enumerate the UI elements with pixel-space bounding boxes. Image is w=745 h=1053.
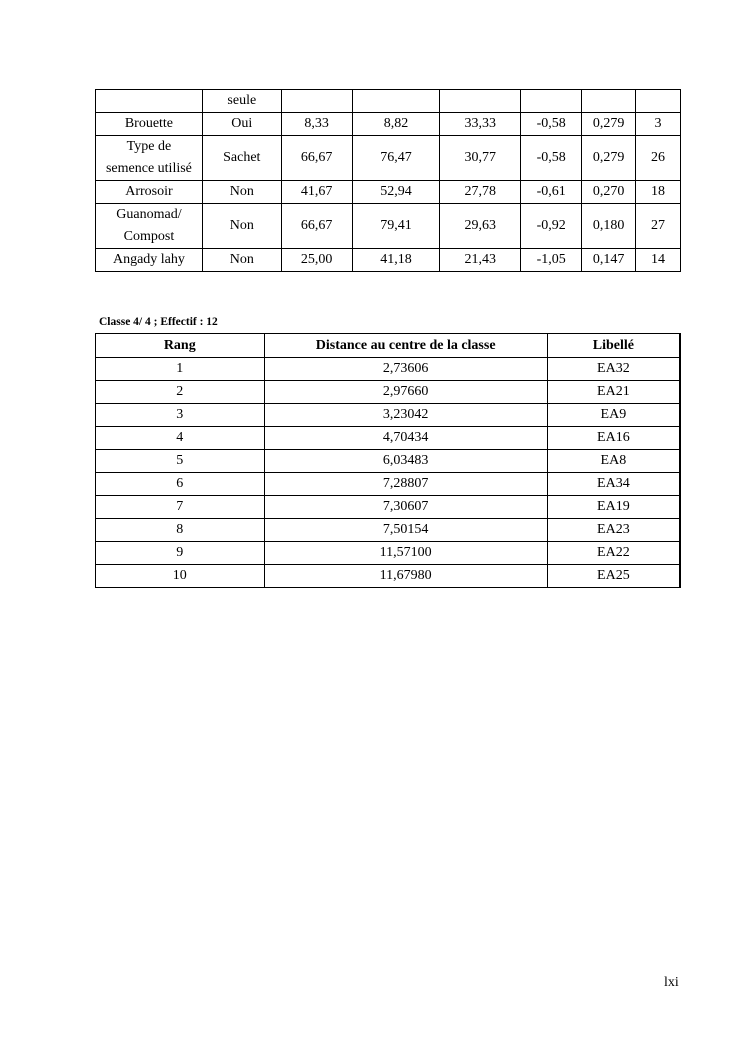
table-row — [96, 519, 681, 542]
variable-label-line: semence utilisé — [105, 161, 192, 176]
value-cell: 14 — [636, 249, 681, 272]
modality-cell: Non — [202, 249, 281, 272]
table-row — [96, 358, 681, 381]
variable-label-line: Compost — [123, 229, 175, 244]
rang-cell: 5 — [96, 450, 265, 473]
value-cell: 26 — [636, 136, 681, 181]
table-row — [96, 473, 681, 496]
distance-cell: 11,67980 — [264, 565, 547, 588]
page-number: lxi — [664, 975, 679, 990]
distance-cell: 4,70434 — [264, 427, 547, 450]
modality-cell: Sachet — [202, 136, 281, 181]
table-row — [96, 204, 681, 249]
value-cell: 52,94 — [352, 181, 440, 204]
rang-cell: 8 — [96, 519, 265, 542]
libelle-cell: EA9 — [547, 404, 680, 427]
modality-cell: Non — [202, 181, 281, 204]
table-row — [96, 136, 681, 181]
header-distance: Distance au centre de la classe — [264, 334, 547, 358]
rang-cell: 4 — [96, 427, 265, 450]
value-cell: 76,47 — [352, 136, 440, 181]
table-row — [96, 450, 681, 473]
libelle-cell: EA16 — [547, 427, 680, 450]
distance-cell: 2,73606 — [264, 358, 547, 381]
libelle-cell: EA19 — [547, 496, 680, 519]
value-cell: 27,78 — [440, 181, 521, 204]
value-cell: 30,77 — [440, 136, 521, 181]
libelle-cell: EA22 — [547, 542, 680, 565]
value-cell: 8,82 — [352, 113, 440, 136]
variable-label: Arrosoir — [96, 181, 203, 204]
value-cell: 25,00 — [281, 249, 352, 272]
value-cell — [636, 90, 681, 113]
value-cell: 0,270 — [582, 181, 636, 204]
value-cell: 21,43 — [440, 249, 521, 272]
rang-cell: 1 — [96, 358, 265, 381]
value-cell: -0,92 — [521, 204, 582, 249]
value-cell: -0,58 — [521, 113, 582, 136]
variable-label-line: Guanomad/ — [116, 207, 182, 222]
value-cell: 41,18 — [352, 249, 440, 272]
value-cell: 0,147 — [582, 249, 636, 272]
distance-cell: 3,23042 — [264, 404, 547, 427]
value-cell: 8,33 — [281, 113, 352, 136]
distance-cell: 6,03483 — [264, 450, 547, 473]
distance-cell: 7,30607 — [264, 496, 547, 519]
value-cell: 66,67 — [281, 204, 352, 249]
table-row — [96, 404, 681, 427]
distance-cell: 11,57100 — [264, 542, 547, 565]
value-cell — [582, 90, 636, 113]
value-cell: 0,279 — [582, 113, 636, 136]
libelle-cell: EA8 — [547, 450, 680, 473]
table-row — [96, 565, 681, 588]
distance-cell: 2,97660 — [264, 381, 547, 404]
variable-label — [96, 136, 203, 181]
value-cell: 0,180 — [582, 204, 636, 249]
variable-label: Angady lahy — [96, 249, 203, 272]
value-cell: -0,61 — [521, 181, 582, 204]
distance-cell: 7,50154 — [264, 519, 547, 542]
value-cell: 27 — [636, 204, 681, 249]
header-libelle: Libellé — [547, 334, 680, 358]
variable-label: Brouette — [96, 113, 203, 136]
value-cell: 18 — [636, 181, 681, 204]
value-cell — [352, 90, 440, 113]
value-cell: -1,05 — [521, 249, 582, 272]
table-row — [96, 181, 681, 204]
class-caption: Classe 4/ 4 ; Effectif : 12 — [99, 316, 218, 328]
variable-label — [96, 90, 203, 113]
value-cell: 79,41 — [352, 204, 440, 249]
value-cell: 41,67 — [281, 181, 352, 204]
value-cell: -0,58 — [521, 136, 582, 181]
table-row — [96, 90, 681, 113]
value-cell: 3 — [636, 113, 681, 136]
variable-label — [96, 204, 203, 249]
modality-cell: Oui — [202, 113, 281, 136]
value-cell — [521, 90, 582, 113]
rang-cell: 9 — [96, 542, 265, 565]
value-cell: 66,67 — [281, 136, 352, 181]
table-row — [96, 249, 681, 272]
header-rang: Rang — [96, 334, 265, 358]
rang-cell: 2 — [96, 381, 265, 404]
value-cell: 33,33 — [440, 113, 521, 136]
value-cell — [281, 90, 352, 113]
rang-cell: 10 — [96, 565, 265, 588]
modality-cell: Non — [202, 204, 281, 249]
value-cell: 29,63 — [440, 204, 521, 249]
class-table — [95, 333, 681, 588]
table-row — [96, 496, 681, 519]
modality-cell: seule — [202, 90, 281, 113]
value-cell — [440, 90, 521, 113]
variable-table — [95, 89, 681, 272]
table-row — [96, 381, 681, 404]
libelle-cell: EA34 — [547, 473, 680, 496]
libelle-cell: EA25 — [547, 565, 680, 588]
table-row — [96, 113, 681, 136]
libelle-cell: EA23 — [547, 519, 680, 542]
value-cell: 0,279 — [582, 136, 636, 181]
rang-cell: 6 — [96, 473, 265, 496]
table-row — [96, 542, 681, 565]
distance-cell: 7,28807 — [264, 473, 547, 496]
libelle-cell: EA21 — [547, 381, 680, 404]
variable-label-line: Type de — [126, 139, 172, 154]
libelle-cell: EA32 — [547, 358, 680, 381]
rang-cell: 7 — [96, 496, 265, 519]
table-row — [96, 427, 681, 450]
table-header-row — [96, 334, 681, 358]
rang-cell: 3 — [96, 404, 265, 427]
